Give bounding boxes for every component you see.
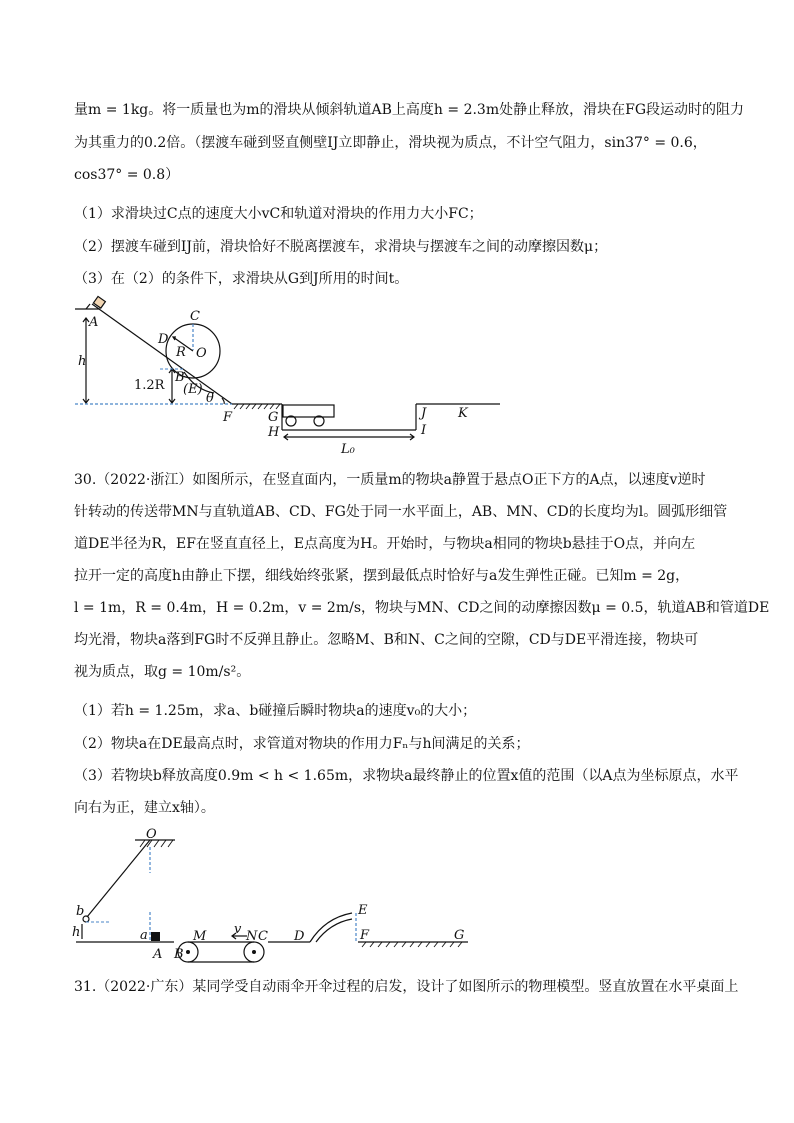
fig29-label-G: G [268,410,279,425]
fig29-label-K: K [458,406,468,421]
p29-question-3: （3）在（2）的条件下，求滑块从G到J所用的时间t。 [74,271,409,287]
fig29-label-1-2R: 1.2R [134,378,165,393]
fig30-label-F: F [360,928,370,943]
fig29-label-E: (E) [183,382,203,397]
fig30-label-N: N [246,929,258,944]
fig30-label-A: A [153,947,163,962]
fig30-label-b: b [76,904,85,919]
p30-line-6: 均光滑，物块a落到FG时不反弹且静止。忽略M、B和N、C之间的空隙，CD与DE平滑连接，物块可 [74,632,699,648]
fig29-label-J: J [421,406,427,421]
p31-line-1: 31.（2022·广东）某同学受自动雨伞开伞过程的启发，设计了如图所示的物理模型。竖直放置在水平桌面上 [74,979,739,995]
fig29-label-A: A [89,315,99,330]
p29-line-1: 量m = 1kg。将一质量也为m的滑块从倾斜轨道AB上高度h = 2.3m处静止释放，滑块在FG段运动时的阻力 [74,102,745,118]
fig29-label-H: H [268,425,280,440]
p30-question-3-cont: 向右为正，建立x轴）。 [74,800,215,816]
fig29-label-I: I [421,423,427,438]
fig29-label-R: R [176,345,186,360]
fig29-label-L0: L₀ [341,442,355,457]
p30-line-3: 道DE半径为R，EF在竖直直径上，E点高度为H。开始时，与物块a相同的物块b悬挂于O点，并向左 [74,536,696,552]
fig29-label-F: F [223,410,233,425]
p30-line-2: 针转动的传送带MN与直轨道AB、CD、FG处于同一水平面上，AB、MN、CD的长度均为l。圆弧形细管 [74,504,728,520]
p30-line-4: 拉开一定的高度h由静止下摆，细线始终张紧，摆到最低点时恰好与a发生弹性正碰。已知m = 2g， [74,568,690,584]
fig29-label-B: B [175,370,185,385]
p29-line-2: 为其重力的0.2倍。（摆渡车碰到竖直侧壁IJ立即静止，滑块视为质点，不计空气阻力，sin37° = 0.6， [74,135,707,151]
fig30-label-D: D [294,929,305,944]
p30-line-1: 30.（2022·浙江）如图所示，在竖直面内，一质量m的物块a静置于悬点O正下方的A点，以速度v逆时 [74,472,706,488]
fig30-label-O: O [146,827,157,842]
fig29-label-theta: θ [206,391,214,406]
fig29-label-D: D [158,332,169,347]
fig30-label-G: G [454,928,465,943]
fig30-label-E: E [358,903,368,918]
p30-line-5: l = 1m，R = 0.4m，H = 0.2m，v = 2m/s，物块与MN、CD之间的动摩擦因数μ = 0.5，轨道AB和管道DE [74,600,770,616]
fig30-label-C: C [258,929,268,944]
fig29-label-O: O [196,346,207,361]
p29-question-2: （2）摆渡车碰到IJ前，滑块恰好不脱离摆渡车，求滑块与摆渡车之间的动摩擦因数μ； [74,239,608,255]
fig30-label-B: B [174,947,184,962]
p30-question-3: （3）若物块b释放高度0.9m < h < 1.65m，求物块a最终静止的位置x值的范围（以A点为坐标原点，水平 [74,768,739,784]
p29-line-3: cos37° = 0.8） [74,167,180,183]
fig30-label-M: M [193,929,207,944]
p30-line-7: 视为质点，取g = 10m/s²。 [74,664,251,680]
fig30-label-a: a [140,928,148,943]
fig29-label-C: C [190,309,200,324]
fig30-label-v: v [234,922,242,937]
p30-question-2: （2）物块a在DE最高点时，求管道对物块的作用力Fₙ与h间满足的关系； [74,736,530,752]
fig29-label-h: h [78,354,87,369]
p29-question-1: （1）求滑块过C点的速度大小vC和轨道对滑块的作用力大小FC； [74,206,483,222]
fig30-label-h: h [72,925,81,940]
p30-question-1: （1）若h = 1.25m，求a、b碰撞后瞬时物块a的速度v₀的大小； [74,703,477,719]
